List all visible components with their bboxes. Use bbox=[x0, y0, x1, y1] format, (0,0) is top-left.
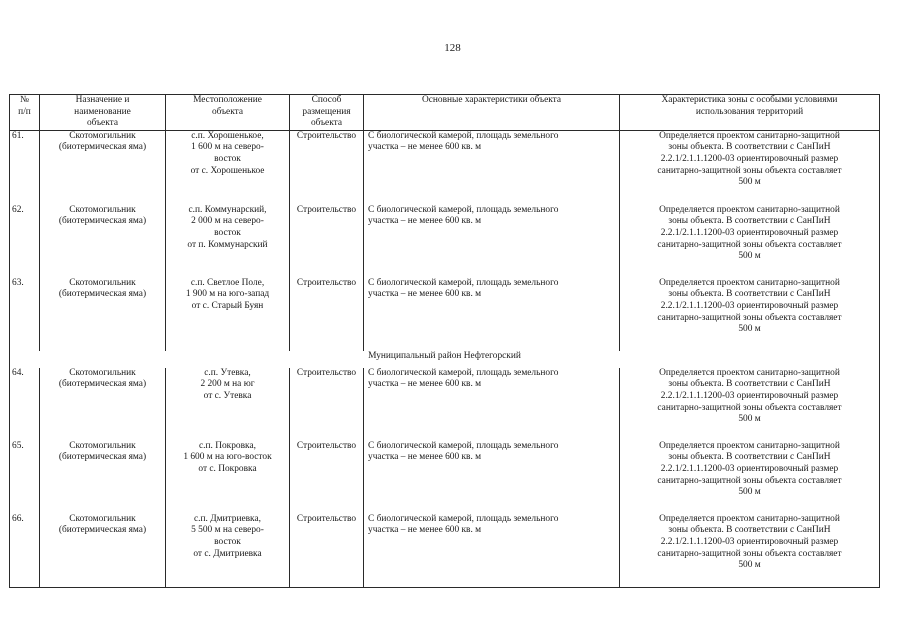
header-line: объекта bbox=[86, 118, 119, 129]
zone-line: санитарно-защитной зоны объекта составляет bbox=[657, 165, 842, 176]
location-line: восток bbox=[214, 536, 241, 547]
col-method-header bbox=[290, 95, 364, 131]
object-name-line: Скотомогильник bbox=[69, 130, 136, 141]
row-number-cell: 66. bbox=[10, 514, 40, 588]
table-body bbox=[10, 130, 880, 587]
object-name-line: (биотермическая яма) bbox=[58, 142, 147, 153]
location-line: от с. Утевка bbox=[203, 390, 252, 401]
location-line: восток bbox=[214, 153, 241, 164]
location-line: с.п. Утевка, bbox=[204, 367, 251, 378]
location-line: 2 000 м на северо- bbox=[191, 216, 264, 227]
col-characteristics-header bbox=[364, 95, 620, 131]
location-cell bbox=[166, 514, 290, 588]
method-cell: Строительство bbox=[290, 514, 364, 588]
object-name-line: Скотомогильник bbox=[69, 204, 136, 215]
method-cell: Строительство bbox=[290, 441, 364, 514]
location-cell bbox=[166, 205, 290, 278]
location-cell bbox=[166, 130, 290, 205]
characteristics-cell bbox=[364, 205, 620, 278]
row-number-cell: 63. bbox=[10, 278, 40, 351]
zone-line: Определяется проектом санитарно-защитной bbox=[659, 513, 840, 524]
zone-line: Определяется проектом санитарно-защитной bbox=[659, 367, 840, 378]
zone-line: Определяется проектом санитарно-защитной bbox=[659, 440, 840, 451]
row-number-cell: 61. bbox=[10, 130, 40, 205]
characteristics-cell bbox=[364, 278, 620, 351]
table-header bbox=[10, 95, 880, 131]
table-row bbox=[10, 368, 880, 441]
location-line: с.п. Хорошенькое, bbox=[191, 130, 264, 141]
zone-line: 500 м bbox=[738, 560, 761, 571]
object-name-cell bbox=[40, 514, 166, 588]
table-row bbox=[10, 130, 880, 205]
header-line: Назначение и bbox=[75, 95, 130, 105]
zone-line: 2.2.1/2.1.1.1200-03 ориентировочный размер bbox=[660, 300, 839, 311]
location-cell bbox=[166, 278, 290, 351]
characteristics-cell bbox=[364, 368, 620, 441]
method-cell: Строительство bbox=[290, 130, 364, 205]
location-line: от с. Покровка bbox=[198, 463, 257, 474]
zone-line: 500 м bbox=[738, 324, 761, 335]
location-line: с.п. Дмитриевка, bbox=[194, 513, 261, 524]
page-number: 128 bbox=[444, 42, 461, 54]
location-line: 2 200 м на юг bbox=[200, 379, 255, 390]
col-zone-header bbox=[620, 95, 880, 131]
zone-line: 2.2.1/2.1.1.1200-03 ориентировочный размер bbox=[660, 390, 839, 401]
location-line: с.п. Коммунарский, bbox=[188, 204, 267, 215]
method-cell: Строительство bbox=[290, 278, 364, 351]
header-line: размещения bbox=[302, 106, 351, 117]
zone-line: зоны объекта. В соответствии с СанПиН bbox=[668, 216, 831, 227]
header-line: наименование bbox=[74, 106, 131, 117]
object-name-cell bbox=[40, 278, 166, 351]
zone-line: санитарно-защитной зоны объекта составляет bbox=[657, 239, 842, 250]
zone-line: санитарно-защитной зоны объекта составляет bbox=[657, 475, 842, 486]
header-line: Основные характеристики объекта bbox=[421, 95, 562, 105]
location-cell bbox=[166, 368, 290, 441]
location-cell bbox=[166, 441, 290, 514]
object-name-line: Скотомогильник bbox=[69, 277, 136, 288]
zone-line: зоны объекта. В соответствии с СанПиН bbox=[668, 452, 831, 463]
zone-cell bbox=[620, 368, 880, 441]
method-cell: Строительство bbox=[290, 205, 364, 278]
table-row bbox=[10, 441, 880, 514]
location-line: от с. Дмитриевка bbox=[193, 548, 262, 559]
col-name-header bbox=[40, 95, 166, 131]
characteristics-line: С биологической камерой, площадь земельного bbox=[368, 367, 559, 378]
object-name-line: (биотермическая яма) bbox=[58, 525, 147, 536]
object-name-line: Скотомогильник bbox=[69, 367, 136, 378]
header-line: объекта bbox=[310, 118, 343, 129]
zone-line: 500 м bbox=[738, 414, 761, 425]
characteristics-line: участка – не менее 600 кв. м bbox=[368, 452, 482, 463]
location-line: 1 600 м на северо- bbox=[191, 142, 264, 153]
object-name-cell bbox=[40, 130, 166, 205]
object-name-line: Скотомогильник bbox=[69, 513, 136, 524]
objects-table bbox=[9, 94, 880, 588]
header-line: использования территорий bbox=[695, 106, 804, 117]
characteristics-line: участка – не менее 600 кв. м bbox=[368, 142, 482, 153]
characteristics-cell bbox=[364, 514, 620, 588]
header-line: объекта bbox=[211, 106, 244, 117]
row-number-cell: 65. bbox=[10, 441, 40, 514]
object-name-line: (биотермическая яма) bbox=[58, 289, 147, 300]
location-line: с.п. Покровка, bbox=[199, 440, 256, 451]
zone-line: санитарно-защитной зоны объекта составляет bbox=[657, 312, 842, 323]
characteristics-line: участка – не менее 600 кв. м bbox=[368, 525, 482, 536]
header-line: Способ bbox=[311, 95, 342, 105]
zone-line: зоны объекта. В соответствии с СанПиН bbox=[668, 379, 831, 390]
location-line: от п. Коммунарский bbox=[187, 239, 268, 250]
characteristics-line: участка – не менее 600 кв. м bbox=[368, 379, 482, 390]
zone-line: зоны объекта. В соответствии с СанПиН bbox=[668, 525, 831, 536]
characteristics-line: С биологической камерой, площадь земельного bbox=[368, 277, 559, 288]
object-name-cell bbox=[40, 368, 166, 441]
object-name-cell bbox=[40, 441, 166, 514]
zone-line: 500 м bbox=[738, 487, 761, 498]
zone-line: Определяется проектом санитарно-защитной bbox=[659, 130, 840, 141]
header-row bbox=[10, 95, 880, 131]
location-line: с.п. Светлое Поле, bbox=[190, 277, 265, 288]
header-line: Местоположение bbox=[193, 95, 262, 105]
characteristics-line: С биологической камерой, площадь земельного bbox=[368, 513, 559, 524]
object-name-cell bbox=[40, 205, 166, 278]
header-line: п/п bbox=[18, 106, 31, 117]
section-row bbox=[10, 351, 880, 368]
header-line: № bbox=[20, 95, 29, 105]
location-line: от с. Старый Буян bbox=[191, 300, 264, 311]
location-line: 1 600 м на юго-восток bbox=[183, 452, 272, 463]
zone-cell bbox=[620, 514, 880, 588]
zone-line: Определяется проектом санитарно-защитной bbox=[659, 204, 840, 215]
table-row bbox=[10, 278, 880, 351]
location-line: 1 900 м на юго-запад bbox=[185, 289, 270, 300]
header-line: Характеристика зоны с особыми условиями bbox=[661, 95, 838, 105]
zone-cell bbox=[620, 205, 880, 278]
characteristics-line: С биологической камерой, площадь земельного bbox=[368, 130, 559, 141]
zone-cell bbox=[620, 278, 880, 351]
characteristics-line: участка – не менее 600 кв. м bbox=[368, 216, 482, 227]
col-number-header bbox=[10, 95, 40, 131]
zone-line: 2.2.1/2.1.1.1200-03 ориентировочный размер bbox=[660, 463, 839, 474]
zone-line: зоны объекта. В соответствии с СанПиН bbox=[668, 142, 831, 153]
zone-line: 2.2.1/2.1.1.1200-03 ориентировочный размер bbox=[660, 536, 839, 547]
object-name-line: (биотермическая яма) bbox=[58, 452, 147, 463]
zone-line: 2.2.1/2.1.1.1200-03 ориентировочный размер bbox=[660, 227, 839, 238]
object-name-line: (биотермическая яма) bbox=[58, 216, 147, 227]
zone-line: 500 м bbox=[738, 177, 761, 188]
method-cell: Строительство bbox=[290, 368, 364, 441]
location-line: 5 500 м на северо- bbox=[191, 525, 264, 536]
section-title: Муниципальный район Нефтегорский bbox=[10, 351, 880, 368]
col-location-header bbox=[166, 95, 290, 131]
characteristics-cell bbox=[364, 130, 620, 205]
zone-line: зоны объекта. В соответствии с СанПиН bbox=[668, 289, 831, 300]
row-number-cell: 62. bbox=[10, 205, 40, 278]
zone-line: 500 м bbox=[738, 251, 761, 262]
zone-cell bbox=[620, 130, 880, 205]
location-line: от с. Хорошенькое bbox=[190, 165, 265, 176]
location-line: восток bbox=[214, 227, 241, 238]
characteristics-line: С биологической камерой, площадь земельного bbox=[368, 440, 559, 451]
object-name-line: Скотомогильник bbox=[69, 440, 136, 451]
table-row bbox=[10, 514, 880, 588]
characteristics-cell bbox=[364, 441, 620, 514]
characteristics-line: участка – не менее 600 кв. м bbox=[368, 289, 482, 300]
zone-line: 2.2.1/2.1.1.1200-03 ориентировочный размер bbox=[660, 153, 839, 164]
row-number-cell: 64. bbox=[10, 368, 40, 441]
zone-line: санитарно-защитной зоны объекта составляет bbox=[657, 402, 842, 413]
zone-line: Определяется проектом санитарно-защитной bbox=[659, 277, 840, 288]
zone-cell bbox=[620, 441, 880, 514]
zone-line: санитарно-защитной зоны объекта составляет bbox=[657, 548, 842, 559]
characteristics-line: С биологической камерой, площадь земельного bbox=[368, 204, 559, 215]
table-row bbox=[10, 205, 880, 278]
object-name-line: (биотермическая яма) bbox=[58, 379, 147, 390]
